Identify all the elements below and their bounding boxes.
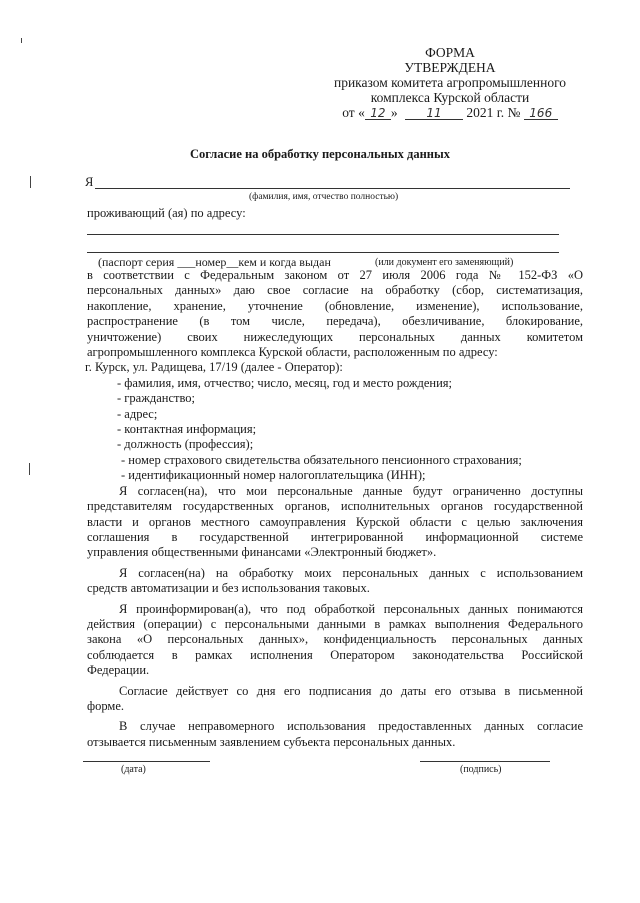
passport-caption: (или документ его заменяющий)	[375, 257, 514, 268]
consent-line: персональных данных» даю свое согласие на обработку (сбор, систематизация,	[87, 283, 583, 298]
page-title: Согласие на обработку персональных данных	[189, 147, 450, 161]
i-label: Я	[85, 175, 94, 189]
approval-block	[300, 45, 600, 120]
passport-line: (паспорт серия ___номер__кем и когда выдан	[98, 255, 331, 269]
paragraph-line-last: управления общественными финансами «Электронный бюджет».	[87, 545, 437, 560]
paragraph-line: соблюдается в рамках исполнения Оператором законодательства Российской	[87, 647, 583, 662]
paragraph-line-last: отзывается письменным заявлением субъекта персональных данных.	[87, 734, 456, 749]
signature-field-line	[420, 761, 550, 762]
address-label: проживающий (ая) по адресу:	[87, 206, 246, 220]
approval-form-label: ФОРМА	[425, 45, 475, 60]
date-field-line	[83, 761, 210, 762]
paragraph-line: представителям государственных органов, исполнительных органов государственной	[87, 499, 583, 514]
paragraph-line: Я согласен(на), что мои персональные данные будут ограниченно доступны	[119, 483, 583, 498]
consent-line: накопление, хранение, уточнение (обновление, изменение), использование,	[87, 298, 583, 313]
operator-address: г. Курск, ул. Радищева, 17/19 (далее - Оператор):	[85, 360, 343, 375]
paragraph-line: действия (операции) с персональными данными в рамках выполнения Федерального	[87, 616, 583, 631]
month-field: 11	[405, 107, 463, 120]
scan-mark	[21, 38, 22, 43]
consent-line: распространение (в том числе, передача), обезличивание, блокирование,	[87, 314, 583, 329]
fio-caption: (фамилия, имя, отчество полностью)	[249, 192, 399, 202]
approval-date-line	[300, 105, 600, 120]
date-caption: (дата)	[121, 764, 146, 775]
address-field-line	[87, 234, 559, 235]
approval-order-line: приказом комитета агропромышленного	[333, 75, 567, 90]
list-item: - номер страхового свидетельства обязательного пенсионного страхования;	[121, 452, 522, 467]
consent-line: в соответствии с Федеральным законом от 27 июля 2006 года № 152-ФЗ «О	[87, 268, 583, 282]
list-item: - гражданство;	[117, 391, 195, 406]
paragraph-line: В случае неправомерного использования предоставленных данных согласие	[119, 719, 583, 734]
paragraph-line: Я согласен(на) на обработку моих персональных данных с использованием	[119, 565, 583, 580]
scan-mark	[30, 176, 31, 188]
consent-line: уничтожение) своих нижеследующих персональных данных комитетом	[87, 329, 583, 344]
document-body	[87, 268, 583, 750]
list-item: - контактная информация;	[117, 422, 257, 437]
paragraph-line-last: средств автоматизации и без использования таковых.	[87, 581, 370, 596]
paragraph-line: закона «О персональных данных», конфиденциальность персональных данных	[87, 632, 583, 647]
paragraph-line-last: Федерации.	[87, 663, 150, 678]
list-item: - адрес;	[117, 406, 158, 421]
year-text: 2021 г. №	[466, 105, 521, 120]
consent-line-last: агропромышленного комплекса Курской области, расположенным по адресу:	[87, 345, 498, 360]
paragraph-line: Согласие действует со дня его подписания до даты его отзыва в письменной	[119, 683, 583, 698]
day-field: 12	[365, 107, 391, 120]
paragraph-line: Я проинформирован(а), что под обработкой персональных данных понимаются	[119, 601, 583, 616]
number-field: 166	[524, 107, 558, 120]
address-field-line-2	[87, 252, 559, 253]
date-prefix: от «	[342, 105, 365, 120]
signature-caption: (подпись)	[460, 764, 502, 775]
paragraph-line-last: форме.	[87, 698, 124, 713]
approval-approved-label: УТВЕРЖДЕНА	[404, 60, 496, 75]
list-item: - идентификационный номер налогоплательщика (ИНН);	[121, 468, 426, 483]
approval-committee-line: комплекса Курской области	[370, 90, 530, 105]
scan-mark	[29, 463, 30, 475]
paragraph-line: соглашения в государственной интегрированной информационной системе	[87, 529, 583, 544]
date-mid: »	[390, 105, 398, 120]
fio-field-line	[95, 188, 570, 189]
list-item: - должность (профессия);	[117, 437, 254, 452]
list-item: - фамилия, имя, отчество; число, месяц, год и место рождения;	[117, 375, 453, 390]
paragraph-line: власти и органов местного самоуправления Курской области с целью заключения	[87, 514, 583, 529]
